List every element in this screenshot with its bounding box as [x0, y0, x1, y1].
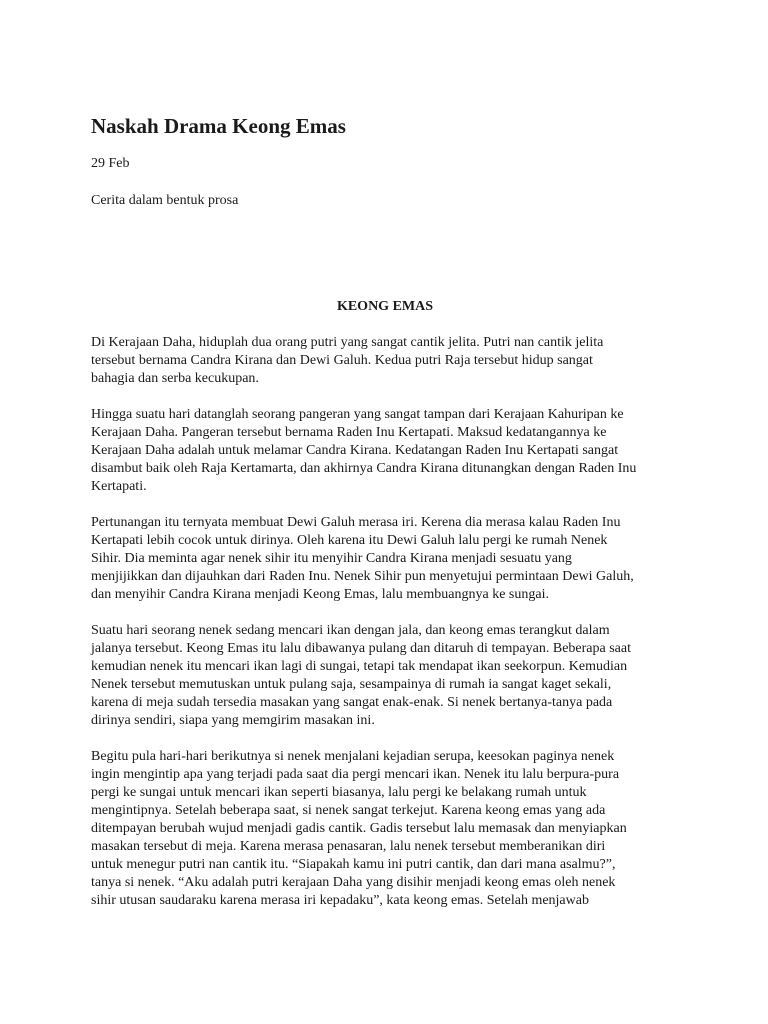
text-line: Nenek tersebut memutuskan untuk pulang saja, sesampainya di rumah ia sangat kaget sekali, [91, 677, 612, 692]
text-line: Sihir. Dia meminta agar nenek sihir itu menyihir Candra Kirana menjadi sesuatu yang [91, 551, 572, 566]
text-line: Pertunangan itu ternyata membuat Dewi Galuh merasa iri. Kerena dia merasa kalau Raden Inu [91, 515, 621, 530]
text-line: ditempayan berubah wujud menjadi gadis cantik. Gadis tersebut lalu memasak dan menyiapkan [91, 821, 627, 836]
text-line: ingin mengintip apa yang terjadi pada saat dia pergi mencari ikan. Nenek itu lalu berpura-pura [91, 767, 620, 782]
text-line: Kerajaan Daha adalah untuk melamar Candra Kirana. Kedatangan Raden Inu Kertapati sangat [91, 443, 619, 458]
text-line: dan menyihir Candra Kirana menjadi Keong Emas, lalu membuangnya ke sungai. [91, 587, 549, 602]
text-line: Di Kerajaan Daha, hiduplah dua orang putri yang sangat cantik jelita. Putri nan cantik jelita [91, 335, 604, 350]
paragraph-4 [91, 622, 691, 730]
text-line: untuk menegur putri nan cantik itu. “Siapakah kamu ini putri cantik, dan dari mana asalmu?”, [91, 857, 616, 872]
document-date: 29 Feb [91, 156, 130, 171]
text-line: disambut baik oleh Raja Kertamarta, dan akhirnya Candra Kirana ditunangkan dengan Raden Inu [91, 461, 637, 476]
text-line: pergi ke sungai untuk mencari ikan seperti biasanya, lalu pergi ke belakang rumah untuk [91, 785, 587, 800]
story-heading: KEONG EMAS [336, 299, 434, 314]
text-line: jalanya tersebut. Keong Emas itu lalu dibawanya pulang dan ditaruh di tempayan. Beberapa saat [91, 641, 631, 656]
text-line: bahagia dan serba kecukupan. [91, 371, 259, 386]
text-line: Kerajaan Daha. Pangeran tersebut bernama Raden Inu Kertapati. Maksud kedatangannya ke [91, 425, 607, 440]
text-line: Kertapati lebih cocok untuk dirinya. Oleh karena itu Dewi Galuh lalu pergi ke rumah Nenek [91, 533, 608, 548]
paragraph-2 [91, 406, 691, 496]
text-line: Suatu hari seorang nenek sedang mencari ikan dengan jala, dan keong emas terangkut dalam [91, 623, 610, 638]
text-line: dirinya sendiri, siapa yang memgirim masakan ini. [91, 713, 375, 728]
text-line: mengintipnya. Setelah beberapa saat, si nenek sangat terkejut. Karena keong emas yang ada [91, 803, 606, 818]
text-line: Hingga suatu hari datanglah seorang pangeran yang sangat tampan dari Kerajaan Kahuripan ke [91, 407, 624, 422]
text-line: Kertapati. [91, 479, 147, 494]
paragraph-1 [91, 334, 691, 388]
document-title: Naskah Drama Keong Emas [91, 114, 346, 138]
text-line: karena di meja sudah tersedia masakan yang sangat enak-enak. Si nenek bertanya-tanya pada [91, 695, 613, 710]
paragraph-5 [91, 748, 691, 910]
document-subtitle: Cerita dalam bentuk prosa [91, 193, 239, 208]
text-line: sihir utusan saudaraku karena merasa iri kepadaku”, kata keong emas. Setelah menjawab [91, 893, 589, 908]
text-line: tanya si nenek. “Aku adalah putri kerajaan Daha yang disihir menjadi keong emas oleh nenek [91, 875, 616, 890]
text-line: kemudian nenek itu mencari ikan lagi di sungai, tetapi tak mendapat ikan seekorpun. Kemudian [91, 659, 628, 674]
paragraph-3 [91, 514, 691, 604]
text-line: menjijikkan dan dijauhkan dari Raden Inu. Nenek Sihir pun menyetujui permintaan Dewi Galuh, [91, 569, 634, 584]
text-line: Begitu pula hari-hari berikutnya si nenek menjalani kejadian serupa, keesokan paginya nenek [91, 749, 615, 764]
text-line: tersebut bernama Candra Kirana dan Dewi Galuh. Kedua putri Raja tersebut hidup sangat [91, 353, 593, 368]
text-line: masakan tersebut di meja. Karena merasa penasaran, lalu nenek tersebut memberanikan diri [91, 839, 606, 854]
